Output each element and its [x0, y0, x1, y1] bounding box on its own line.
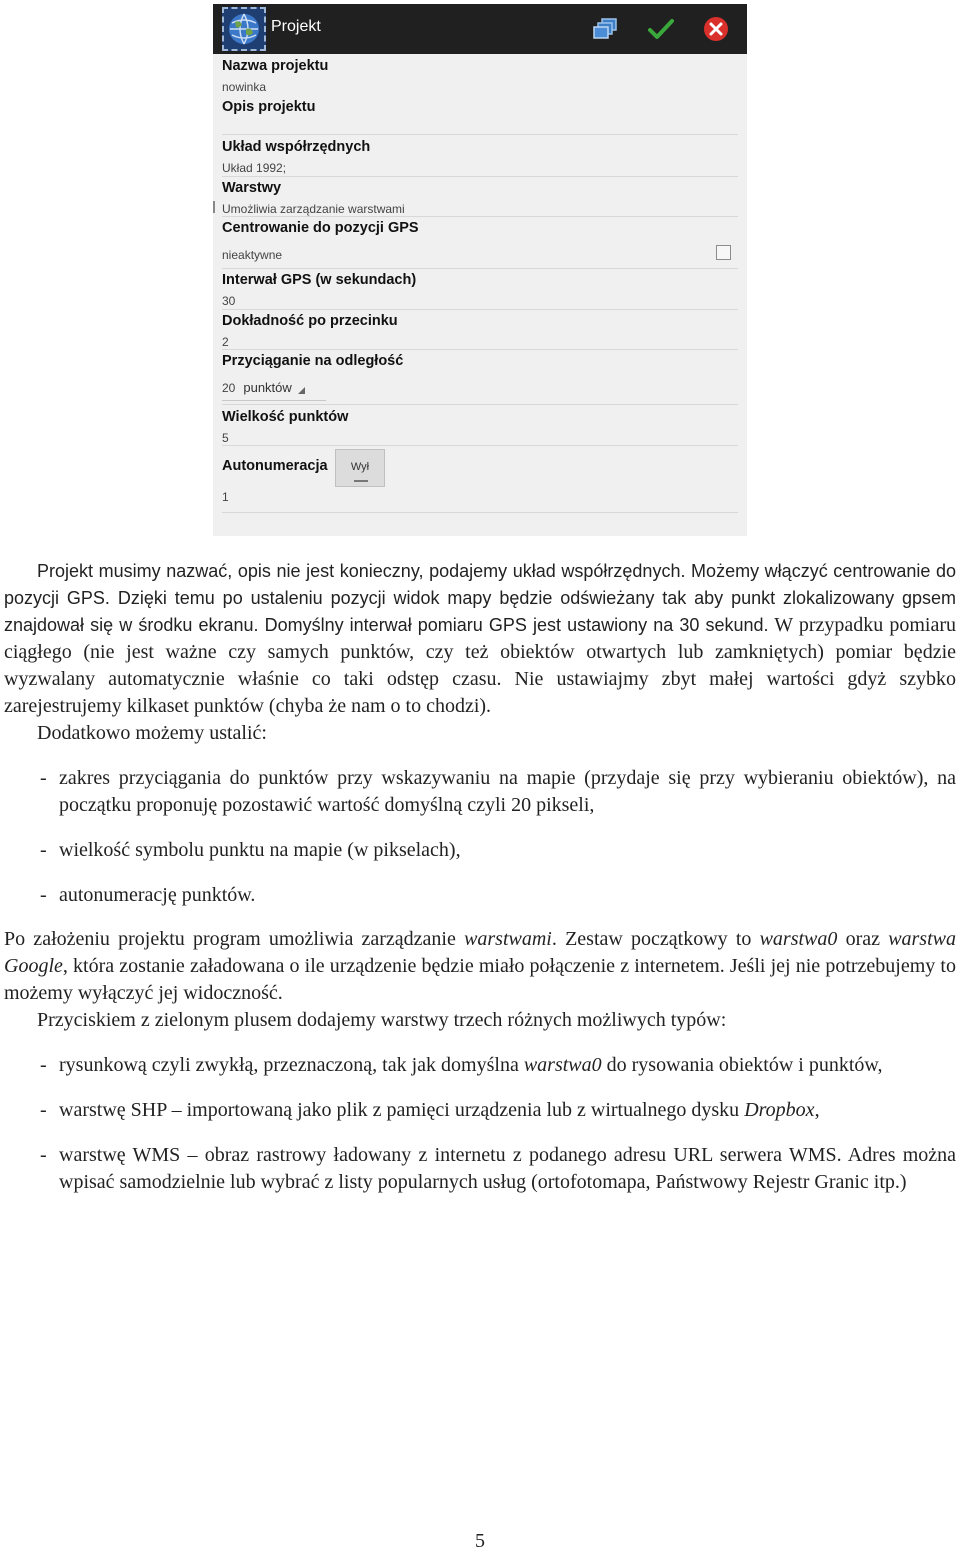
divider [222, 309, 738, 310]
divider [222, 134, 738, 135]
layers-icon [593, 17, 619, 41]
text-run: , [814, 1099, 820, 1121]
pref-autonumbering [222, 458, 738, 504]
checkmark-icon [648, 17, 674, 41]
text-run: warstwa Google [4, 928, 956, 977]
pref-summary: 5 [222, 431, 229, 445]
accept-button[interactable] [647, 15, 675, 43]
text-run: do rysowania obiektów i punktów, [601, 1054, 883, 1076]
page-number: 5 [475, 1530, 485, 1552]
pref-point-size[interactable] [222, 409, 738, 445]
toggle-label: Wył [350, 461, 370, 473]
dropdown-triangle-icon [298, 387, 305, 394]
divider [222, 349, 738, 350]
pref-title: Układ współrzędnych [222, 139, 371, 155]
pref-project-name[interactable] [222, 58, 738, 94]
pref-title: Wielkość punktów [222, 409, 349, 425]
action-bar [213, 4, 747, 54]
paragraph-text: W przypadku pomiaru ciągłego (nie jest ważne czy samych punktów, czy też obiektów otwartych lub zamkniętych) pomiar będzie wyzwalany automatycznie właśnie co taki odstęp czasu. Nie ustawiajmy zbyt małej wartości gdyż szybko zarejestrujemy kilkaset punktów (chyba że nam o to chodzi). [4, 614, 956, 717]
text-run: Dropbox [744, 1099, 815, 1121]
divider [222, 176, 738, 177]
globe-grid-icon [222, 7, 266, 51]
pref-title: Przyciąganie na odległość [222, 353, 404, 369]
pref-summary: 2 [222, 335, 229, 349]
pref-title: Dokładność po przecinku [222, 313, 398, 329]
autonumbering-toggle[interactable] [335, 449, 385, 487]
pref-summary: Umożliwia zarządzanie warstwami [222, 202, 405, 216]
text-run: rysunkową czyli zwykłą, przeznaczoną, tak jak domyślna [59, 1054, 524, 1076]
pref-title: Centrowanie do pozycji GPS [222, 220, 419, 236]
snap-distance-spinner[interactable] [222, 380, 305, 395]
gps-centering-checkbox[interactable] [716, 245, 731, 260]
text-run: Po założeniu projektu program umożliwia zarządzanie [4, 928, 465, 950]
layers-button[interactable] [592, 15, 620, 43]
pref-project-description[interactable] [222, 99, 738, 115]
settings-screenshot [213, 4, 747, 536]
divider [222, 445, 738, 446]
pref-title: Autonumeracja [222, 458, 328, 474]
divider [222, 512, 738, 513]
text-run: . Zestaw początkowy to [551, 928, 760, 950]
divider [222, 216, 738, 217]
paragraph [4, 926, 956, 1007]
pref-title: Opis projektu [222, 99, 316, 115]
toggle-indicator [354, 480, 368, 482]
list-item: - zakres przyciągania do punktów przy wskazywaniu na mapie (przydaje się przy wybieraniu obiektów), na początku proponuję pozostawić wartość domyślną czyli 20 pikseli, [4, 765, 956, 819]
pref-summary: nowinka [222, 80, 267, 94]
pref-summary[interactable]: 1 [222, 490, 229, 504]
text-run: oraz [837, 928, 889, 950]
layer-types-list [4, 1052, 956, 1196]
divider [222, 404, 738, 405]
pref-title: Interwał GPS (w sekundach) [222, 272, 417, 288]
list-item: - autonumerację punktów. [4, 882, 956, 909]
text-run: , która zostanie załadowana o ile urządzenie będzie miało połączenie z internetem. Jeśli jej nie potrzebujemy to możemy wyłączyć jej widoczność. [4, 955, 956, 1004]
paragraph: Przyciskiem z zielonym plusem dodajemy warstwy trzech różnych możliwych typów: [37, 1009, 727, 1031]
pref-summary: Układ 1992; [222, 161, 287, 175]
pref-summary: 30 [222, 294, 236, 308]
pref-summary: nieaktywne [222, 248, 283, 262]
spinner-underline [222, 400, 326, 401]
list-item: - warstwę WMS – obraz rastrowy ładowany z internetu z podanego adresu URL serwera WMS. Adres można wpisać samodzielnie lub wybrać z listy popularnych usług (ortofotomapa, Państwowy Rejestr Granic itp.) [4, 1142, 956, 1196]
paragraph [4, 558, 956, 720]
app-title: Projekt [271, 18, 321, 35]
pref-title: Warstwy [222, 180, 282, 196]
text-run: warstwę SHP – importowaną jako plik z pamięci urządzenia lub z wirtualnego dysku [59, 1099, 745, 1121]
pref-decimal-precision[interactable] [222, 313, 738, 349]
list-item [4, 1052, 956, 1079]
pref-snap-distance [222, 353, 738, 369]
close-icon [703, 16, 729, 42]
list-item [4, 1097, 956, 1124]
pref-gps-interval[interactable] [222, 272, 738, 308]
scroll-marker [213, 201, 215, 213]
pref-title: Nazwa projektu [222, 58, 329, 74]
text-run: warstwa0 [759, 928, 838, 950]
pref-layers[interactable] [222, 180, 738, 216]
paragraph: Dodatkowo możemy ustalić: [37, 722, 267, 744]
text-run: warstwami [464, 928, 552, 950]
paragraph-text: Projekt musimy nazwać, opis nie jest konieczny, podajemy układ współrzędnych. Możemy włączyć centrowanie do pozycji GPS. Dzięki temu po ustaleniu pozycji widok mapy będzie odświeżany tak aby punkt zlokalizowany gpsem znajdował się w środku ekranu. Domyślny interwał pomiaru GPS jest ustawiony na 30 sekund. [4, 561, 956, 635]
options-list [4, 765, 956, 909]
cancel-button[interactable] [702, 15, 730, 43]
text-run: warstwa0 [523, 1054, 602, 1076]
snap-unit: punktów [243, 380, 292, 395]
document-body [4, 558, 956, 1213]
pref-coordinate-system[interactable] [222, 139, 738, 175]
pref-gps-centering[interactable] [222, 220, 738, 262]
list-item: - wielkość symbolu punktu na mapie (w pikselach), [4, 837, 956, 864]
divider [222, 268, 738, 269]
snap-value: 20 [222, 381, 236, 395]
